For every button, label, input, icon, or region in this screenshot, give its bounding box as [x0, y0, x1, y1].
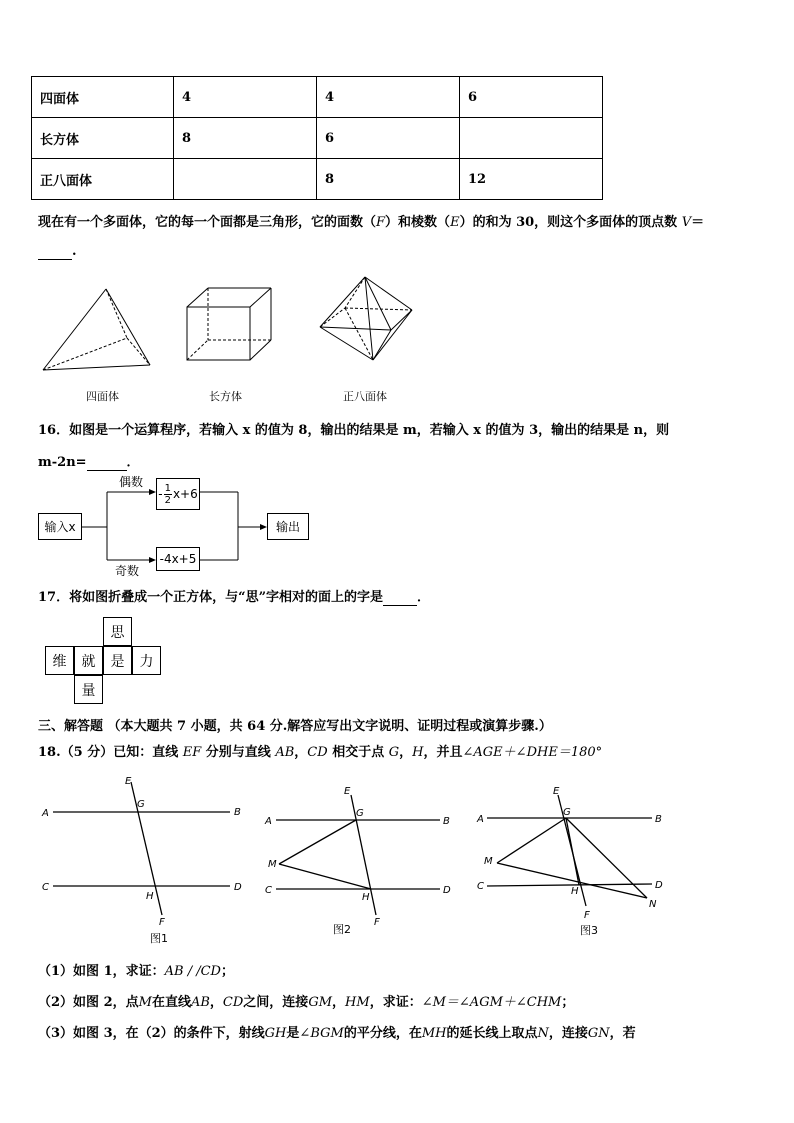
math-MH: MH [421, 1026, 447, 1041]
label-A: A [265, 816, 272, 827]
section-3-heading: 三、解答题 （本大题共 7 小题，共 64 分.解答应写出文字说明、证明过程或演算步骤.） [38, 719, 552, 734]
label-E: E [553, 786, 560, 797]
math-GH: GH [264, 1026, 287, 1041]
q18-part3 [38, 1022, 636, 1041]
table-cell: 四面体 [32, 77, 174, 118]
math-CD: CD [307, 745, 328, 760]
text: （1）如图 1，求证： [38, 964, 165, 979]
label-M: M [484, 856, 493, 867]
text: （2）如图 2，点 [38, 995, 139, 1010]
label-E: E [344, 786, 351, 797]
q18-part1 [38, 960, 234, 979]
math-H: H [412, 745, 424, 760]
label-D: D [655, 880, 663, 891]
text: 在直线 [151, 995, 191, 1010]
label-D: D [234, 882, 242, 893]
label-F: F [374, 917, 380, 928]
math-EF: EF [182, 745, 202, 760]
label-H: H [146, 891, 154, 902]
fraction-denominator: 2 [164, 494, 171, 506]
math-AB: AB [190, 995, 210, 1010]
math-V: V [681, 215, 692, 230]
table-cell: 6 [460, 77, 603, 118]
even-label: 偶数 [119, 475, 144, 489]
text: m-2n= [38, 455, 87, 470]
text: - [158, 487, 163, 501]
net-cell-1: 维 [45, 646, 74, 675]
label-F: F [584, 910, 590, 921]
octahedron-caption: 正八面体 [343, 390, 387, 403]
label-G: G [356, 808, 364, 819]
label-M: M [268, 859, 277, 870]
fig3-caption: 图3 [580, 924, 598, 937]
label-C: C [42, 882, 49, 893]
text: ． [417, 590, 431, 605]
table-cell: 8 [317, 159, 460, 200]
fig2-caption: 图2 [333, 923, 351, 936]
text: ，连接 [548, 1026, 588, 1041]
table-cell: 长方体 [32, 118, 174, 159]
math-N: N [537, 1026, 549, 1041]
table-cell: 6 [317, 118, 460, 159]
table-cell: 8 [174, 118, 317, 159]
text: . [72, 244, 77, 259]
text: ，若 [609, 1026, 636, 1041]
odd-label: 奇数 [115, 564, 140, 578]
input-box: 输入x [38, 513, 82, 540]
fraction-numerator: 1 [164, 482, 171, 494]
label-N: N [649, 899, 657, 910]
label-B: B [234, 807, 241, 818]
q18-part2 [38, 991, 574, 1010]
text: ， [399, 745, 413, 760]
label-G: G [137, 799, 145, 810]
net-cell-3: 是 [103, 646, 132, 675]
text: ． [126, 455, 140, 470]
label-B: B [655, 814, 662, 825]
label-A: A [42, 808, 49, 819]
label-A: A [477, 814, 484, 825]
fig1-caption: 图1 [150, 932, 168, 945]
output-box: 输出 [267, 513, 309, 540]
math-parallel: AB / /CD [164, 964, 221, 979]
math-G: G [388, 745, 400, 760]
label-C: C [265, 885, 272, 896]
text: ， [294, 745, 308, 760]
math-CD: CD [222, 995, 244, 1010]
text: ＝ [691, 215, 705, 230]
text: ， [332, 995, 346, 1010]
text: ； [561, 995, 575, 1010]
math-angle-equation: ∠M＝∠AGM＋∠CHM [421, 995, 562, 1010]
text: 的延长线上取点 [446, 1026, 538, 1041]
math-GN: GN [587, 1026, 610, 1041]
label-D: D [443, 885, 451, 896]
label-B: B [443, 816, 450, 827]
math-HM: HM [345, 995, 370, 1010]
text: ，求证： [369, 995, 422, 1010]
text: ）和棱数（ [385, 215, 451, 230]
net-cell-4: 力 [132, 646, 161, 675]
text: x+6 [172, 487, 198, 501]
math-GM: GM [308, 995, 333, 1010]
cuboid-caption: 长方体 [209, 390, 242, 403]
net-cell-bottom: 量 [74, 675, 103, 704]
net-cell-2: 就 [74, 646, 103, 675]
text: ； [220, 964, 234, 979]
text: 相交于点 [332, 745, 385, 760]
math-E: E [450, 215, 460, 230]
odd-expression-box: -4x+5 [156, 547, 200, 571]
math-F: F [376, 215, 386, 230]
table-cell: 4 [317, 77, 460, 118]
text: （3）如图 3，在（2）的条件下，射线 [38, 1026, 265, 1041]
math-BGM: ∠BGM [299, 1026, 344, 1041]
label-E: E [125, 776, 132, 787]
label-F: F [159, 917, 165, 928]
text: 分别与直线 [205, 745, 271, 760]
text: 现在有一个多面体，它的每一个面都是三角形，它的面数（ [38, 215, 377, 230]
label-H: H [362, 892, 370, 903]
text: ，并且 [423, 745, 463, 760]
label-G: G [563, 807, 571, 818]
tetrahedron-caption: 四面体 [86, 390, 119, 403]
math-condition: ∠AGE＋∠DHE＝180° [462, 745, 603, 760]
label-H: H [571, 886, 579, 897]
table-cell: 4 [174, 77, 317, 118]
math-AB: AB [275, 745, 295, 760]
text: 的平分线，在 [343, 1026, 422, 1041]
label-C: C [477, 881, 484, 892]
text: ）的和为 30，则这个多面体的顶点数 [459, 215, 682, 230]
text: ， [209, 995, 223, 1010]
text: 是 [286, 1026, 300, 1041]
text: 18.（5 分）已知：直线 [38, 745, 179, 760]
text: 之间，连接 [243, 995, 309, 1010]
q16-line1: 16．如图是一个运算程序，若输入 x 的值为 8，输出的结果是 m，若输入 x 的值为 3，输出的结果是 n，则 [38, 423, 670, 438]
table-cell: 12 [460, 159, 603, 200]
table-cell: 正八面体 [32, 159, 174, 200]
net-cell-top: 思 [103, 617, 132, 646]
math-M: M [138, 995, 152, 1010]
text: 17．将如图折叠成一个正方体，与“思”字相对的面上的字是 [38, 590, 384, 605]
